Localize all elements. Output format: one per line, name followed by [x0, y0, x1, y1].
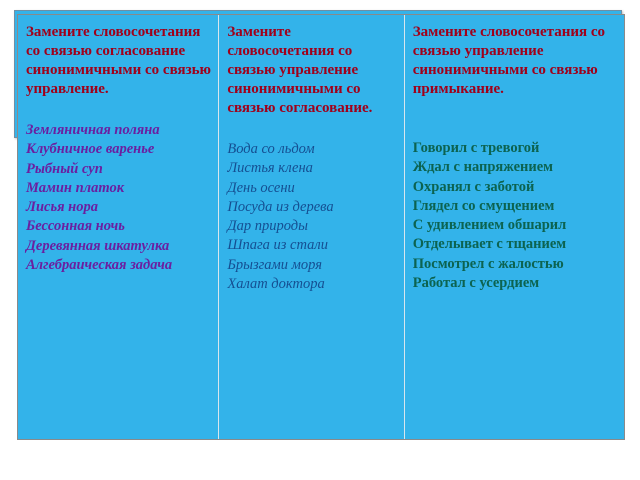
phrase-item: Посмотрел с жалостью	[412, 255, 564, 272]
phrase-item: Говорил с тревогой	[412, 140, 540, 156]
phrase-item: Шпага из стали	[227, 237, 328, 254]
phrase-item: Отделывает с тщанием	[412, 236, 567, 253]
phrase-list	[26, 121, 212, 275]
phrase-item: Мамин платок	[26, 179, 125, 196]
column-heading: Замените словосочетания со связью согласование синонимичными со связью управление.	[26, 24, 212, 97]
phrase-item: С удивлением обшарил	[412, 217, 567, 234]
phrase-item: Охранял с заботой	[412, 178, 535, 195]
phrase-item: Брызгами моря	[227, 256, 322, 273]
column-government-to-adjunction	[405, 15, 624, 439]
phrase-item: День осени	[227, 179, 295, 196]
phrase-item: Земляничная поляна	[26, 122, 160, 138]
phrase-item: Глядел со смущением	[412, 197, 555, 214]
column-heading: Замените словосочетания со связью управление синонимичными со связью примыкание.	[412, 24, 606, 97]
phrase-item: Бессонная ночь	[26, 218, 125, 235]
column-government-to-agreement	[219, 15, 404, 439]
phrase-item: Посуда из дерева	[227, 198, 334, 215]
phrase-item: Ждал с напряжением	[412, 159, 554, 176]
phrase-item: Рыбный суп	[26, 160, 103, 177]
phrase-list	[227, 140, 397, 294]
exercise-table	[17, 14, 625, 440]
phrase-item: Листья клена	[227, 160, 313, 177]
column-agreement-to-government	[18, 15, 219, 439]
phrase-item: Вода со льдом	[227, 141, 315, 157]
phrase-item: Лисья нора	[26, 199, 98, 216]
phrase-item: Алгебраическая задача	[26, 257, 173, 274]
phrase-item: Деревянная шкатулка	[26, 237, 170, 254]
phrase-item: Клубничное варенье	[26, 141, 155, 158]
phrase-item: Дар природы	[227, 218, 308, 235]
phrase-item: Халат доктора	[227, 276, 325, 293]
phrase-list	[413, 139, 618, 293]
phrase-item: Работал с усердием	[412, 275, 540, 292]
column-heading: Замените словосочетания со связью управление синонимичными со связью согласование.	[227, 24, 373, 116]
